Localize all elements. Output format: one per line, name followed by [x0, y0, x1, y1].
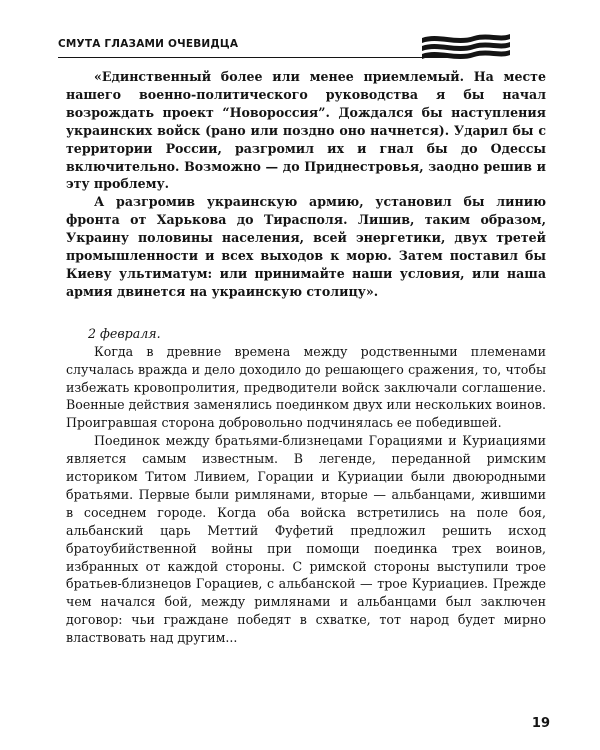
- page-body: [66, 68, 546, 647]
- page-number: 19: [531, 716, 550, 731]
- entry-date: 2 февраля.: [88, 325, 161, 341]
- quote-paragraph-1: «Единственный более или менее приемлемый. На месте нашего военно-политического руководства я бы начал возрождать проект “Новороссия”. Дождался бы наступления украинских войск (рано или поздно оно начнется). Ударил бы с территории России, разгромил их и гнал бы до Одессы включительно. Возможно — до Приднестровья, заодно решив и эту проблему.: [66, 69, 546, 192]
- waving-flag-icon: [416, 32, 512, 64]
- header-rule: [58, 57, 470, 58]
- running-title: СМУТА ГЛАЗАМИ ОЧЕВИДЦА: [58, 38, 239, 50]
- quote-paragraph-2: А разгромив украинскую армию, установил бы линию фронта от Харькова до Тирасполя. Лишив, таким образом, Украину половины населения, всей энергетики, двух третей промышленности и всех выходов к морю. Затем поставил бы Киеву ультиматум: или принимайте наши условия, или наша армия двинется на украинскую столицу».: [66, 194, 546, 299]
- entry-paragraph-2: Поединок между братьями-близнецами Горациями и Куриациями является самым известным. В легенде, переданной римским историком Титом Ливием, Горации и Куриации были двоюродными братьями. Первые были римлянами, вторые — альбанцами, жившими в соседнем городе. Когда оба войска встретились на поле боя, альбанский царь Меттий Фуфетий предложил решить исход братоубийственной войны при помощи поединка трех воинов, избранных от каждой стороны. С римской стороны выступили трое братьев-близнецов Горациев, с альбанской — трое Куриациев. Прежде чем начался бой, между римлянами и альбанцами был заключен договор: чьи граждане победят в схватке, тот народ будет мирно властвовать над другим...: [66, 433, 546, 646]
- running-header: [58, 30, 550, 64]
- entry-paragraph-1: Когда в древние времена между родственными племенами случалась вражда и дело доходило до решающего сражения, то, чтобы избежать кровопролития, предводители войск заключали соглашение. Военные действия заменялись поединком двух или нескольких воинов. Проигравшая сторона добровольно подчинялась ее победившей.: [66, 343, 546, 431]
